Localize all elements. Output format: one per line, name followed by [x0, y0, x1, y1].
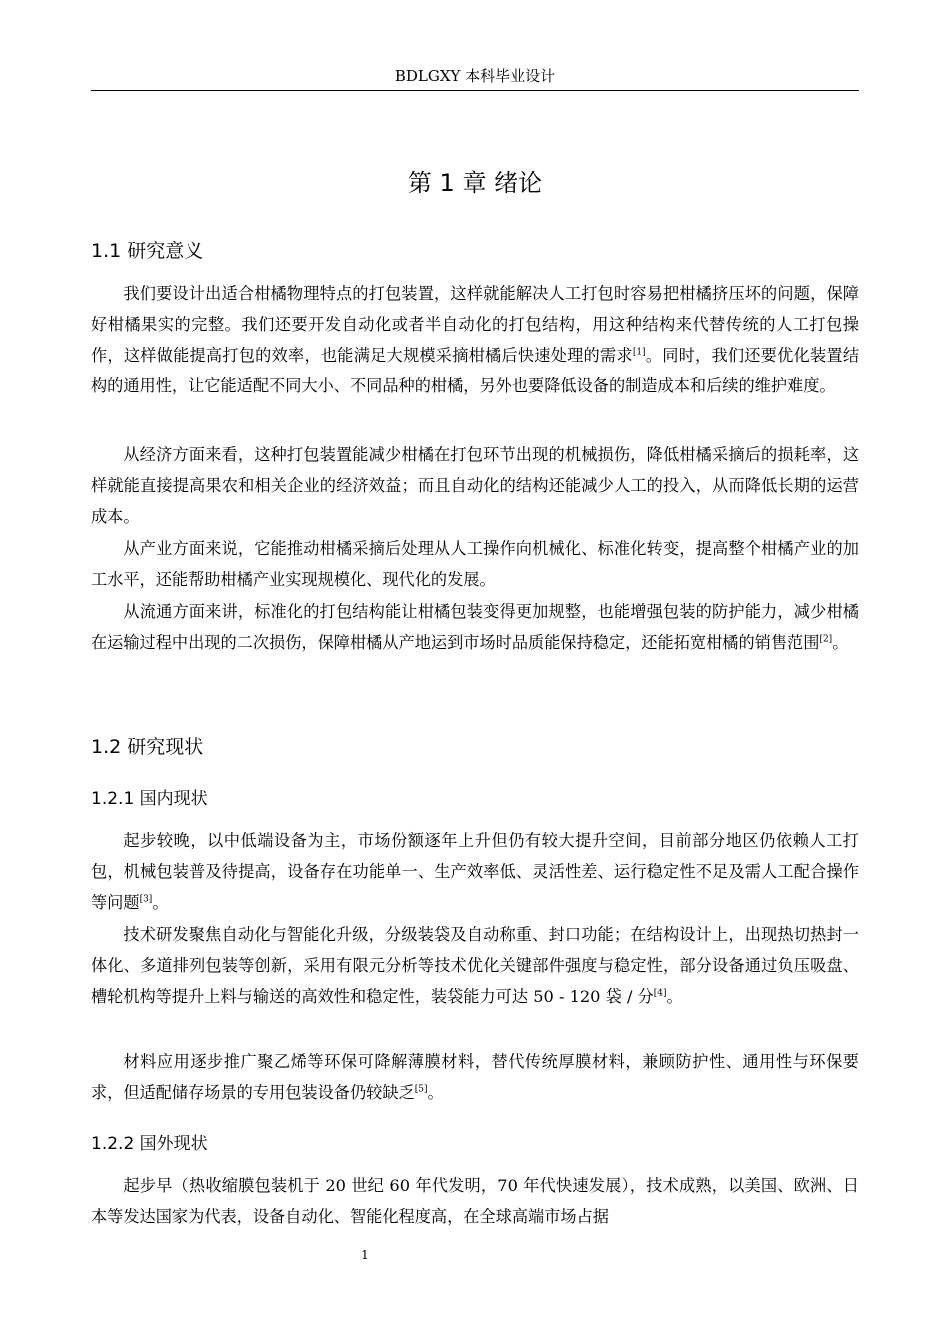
section-1-1-title: 1.1 研究意义 [91, 240, 204, 262]
paragraph-4-text-b: 。 [832, 632, 849, 652]
paragraph-5 [91, 826, 859, 918]
section-1-2-title: 1.2 研究现状 [91, 736, 204, 758]
header-text: BDLGXY 本科毕业设计 [394, 67, 556, 85]
paragraph-5-text-a: 起步较晚，以中低端设备为主，市场份额逐年上升但仍有较大提升空间，目前部分地区仍依赖人工打包，机械包装普及待提高，设备存在功能单一、生产效率低、灵活性差、运行稳定性不足及需人工配合操作等问题 [91, 831, 859, 912]
section-1-2-2-title: 1.2.2 国外现状 [91, 1134, 208, 1154]
paragraph-1 [91, 279, 859, 402]
citation-5: [5] [414, 1084, 428, 1095]
page-header [91, 66, 859, 91]
paragraph-7-text-a: 材料应用逐步推广聚乙烯等环保可降解薄膜材料，替代传统厚膜材料，兼顾防护性、通用性与环保要求，但适配储存场景的专用包装设备仍较缺乏 [91, 1052, 859, 1102]
citation-3: [3] [139, 894, 153, 905]
paragraph-4-text-a: 从流通方面来讲，标准化的打包结构能让柑橘包装变得更加规整，也能增强包装的防护能力，减少柑橘在运输过程中出现的二次损伤，保障柑橘从产地运到市场时品质能保持稳定，还能拓宽柑橘的销售范围 [91, 602, 859, 652]
citation-4: [4] [653, 988, 667, 999]
paragraph-3: 从产业方面来说，它能推动柑橘采摘后处理从人工操作向机械化、标准化转变，提高整个柑橘产业的加工水平，还能帮助柑橘产业实现规模化、现代化的发展。 [91, 539, 859, 589]
paragraph-8: 起步早（热收缩膜包装机于 20 世纪 60 年代发明，70 年代快速发展），技术成熟，以美国、欧洲、日本等发达国家为代表，设备自动化、智能化程度高，在全球高端市场占据 [91, 1176, 859, 1226]
paragraph-6-text-a: 技术研发聚焦自动化与智能化升级，分级装袋及自动称重、封口功能；在结构设计上，出现热切热封一体化、多道排列包装等创新，采用有限元分析等技术优化关键部件强度与稳定性，部分设备通过负压吸盘、槽轮机构等提升上料与输送的高效性和稳定性，装袋能力可达 50 - 120 袋 / 分 [91, 925, 859, 1006]
paragraph-6 [91, 920, 859, 1012]
paragraph-7-text-b: 。 [427, 1082, 444, 1102]
citation-1: [1] [632, 347, 646, 358]
paragraph-1-text-b: 。同时，我们还要优化装置结构的通用性，让它能适配不同大小、不同品种的柑橘，另外也要降低设备的制造成本和后续的维护难度。 [91, 345, 860, 396]
paragraph-2: 从经济方面来看，这种打包装置能减少柑橘在打包环节出现的机械损伤，降低柑橘采摘后的损耗率，这样就能直接提高果农和相关企业的经济效益；而且自动化的结构还能减少人工的投入，从而降低长期的运营成本。 [91, 445, 859, 526]
citation-2: [2] [819, 634, 833, 645]
section-1-2-1-title: 1.2.1 国内现状 [91, 789, 208, 809]
paragraph-5-text-b: 。 [152, 892, 169, 912]
paragraph-1-text-a: 我们要设计出适合柑橘物理特点的打包装置，这样就能解决人工打包时容易把柑橘挤压坏的问题，保障好柑橘果实的完整。我们还要开发自动化或者半自动化的打包结构，用这种结构来代替传统的人工打包操作，这样做能提高打包的效率，也能满足大规模采摘柑橘后快速处理的需求 [91, 284, 859, 365]
paragraph-6-text-b: 。 [666, 986, 683, 1006]
chapter-title: 第 1 章 绪论 [407, 169, 543, 197]
paragraph-4 [91, 597, 859, 659]
paragraph-7 [91, 1047, 859, 1109]
page-number: 1 [361, 1248, 369, 1262]
